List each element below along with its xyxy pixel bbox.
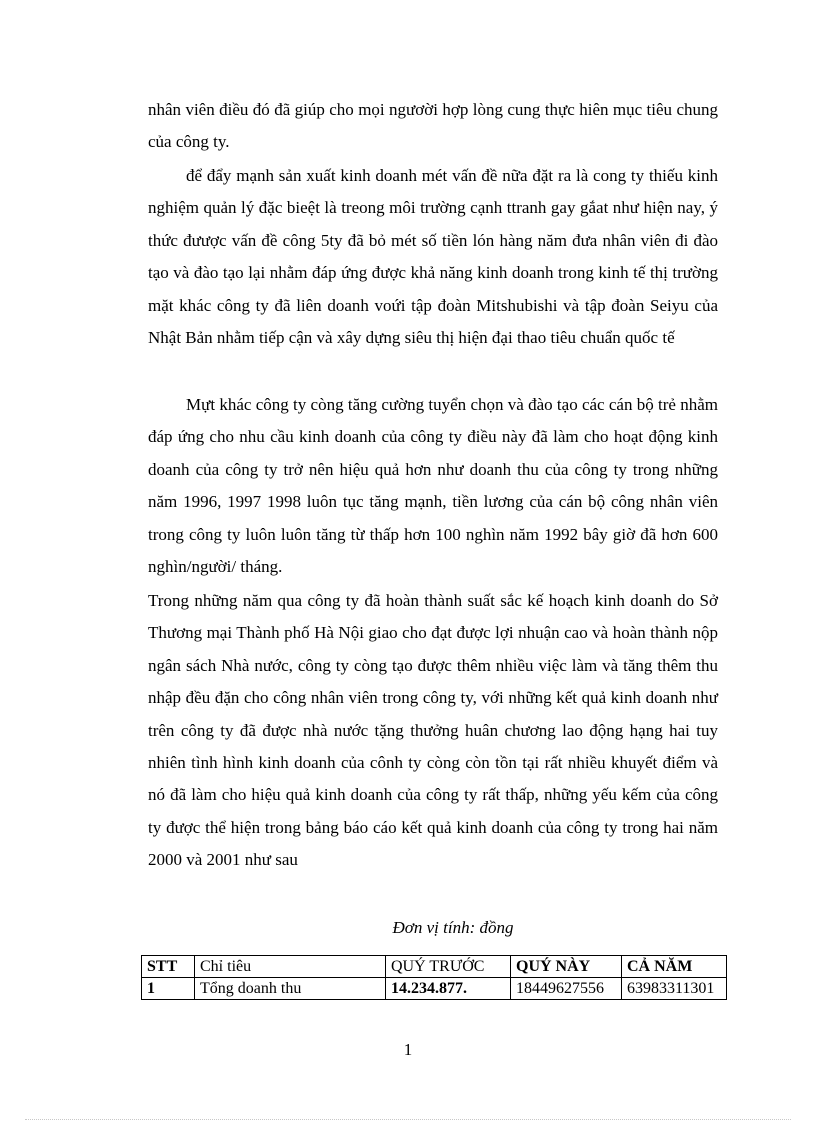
header-stt: STT xyxy=(142,956,195,978)
page-bottom-divider xyxy=(25,1119,791,1120)
cell-this-quarter: 18449627556 xyxy=(511,978,622,1000)
header-this-quarter: QUÝ NÀY xyxy=(511,956,622,978)
paragraph-2: để đẩy mạnh sản xuất kinh doanh mét vấn đề nữa đặt ra là cong ty thiếu kinh nghiệm quản lý đặc bieệt là treong môi trường cạnh ttranh gay gắat như hiện nay, ý thức đưược vấn đề công 5ty đã bỏ mét số tiền lón hàng năm đưa nhân viên đi đào tạo và đào tạo lại nhằm đáp ứng được khả năng kinh doanh trong kinh tế thị trường mặt khác công ty đã liên doanh voứi tập đoàn Mitshubishi và tập đoàn Seiyu của Nhật Bản nhằm tiếp cận và xây dựng siêu thị hiện đại thao tiêu chuẩn quốc tế xyxy=(148,166,718,348)
table-header-row xyxy=(142,956,727,978)
revenue-table xyxy=(141,955,727,1000)
paragraph-4: Trong những năm qua công ty đã hoàn thành suất sắc kế hoạch kinh doanh do Sở Thương mại Thành phố Hà Nội giao cho đạt được lợi nhuận cao và hoàn thành nộp ngân sách Nhà nước, công ty còng tạo được thêm nhiều việc làm và tăng thêm thu nhập đều đặn cho công nhân viên trong công ty, với những kết quả kinh doanh như trên công ty đã được nhà nước tặng thưởng huân chương lao động hạng hai tuy nhiên tình hình kinh doanh của cônh ty còng còn tồn tại rất nhiều khuyết điểm và nó đã làm cho hiệu quả kinh doanh của công ty rất thấp, những yếu kếm của công ty được thể hiện trong bảng báo cáo kết quả kinh doanh của công ty trong hai năm 2000 và 2001 như sau xyxy=(148,591,718,870)
unit-label: Đơn vị tính: đồng xyxy=(392,918,514,937)
cell-stt: 1 xyxy=(142,978,195,1000)
cell-previous-quarter: 14.234.877. xyxy=(386,978,511,1000)
paragraph-1: nhân viên điều đó đã giúp cho mọi ngươời hợp lòng cung thực hiên mục tiêu chung của công ty. xyxy=(148,100,718,152)
header-previous-quarter: QUÝ TRƯỚC xyxy=(386,956,511,978)
cell-indicator: Tổng doanh thu xyxy=(195,978,386,1000)
cell-full-year: 63983311301 xyxy=(622,978,727,1000)
paragraph-3: Mựt khác công ty còng tăng cường tuyển chọn và đào tạo các cán bộ trẻ nhằm đáp ứng cho nhu cầu kinh doanh của công ty điều này đã làm cho hoạt động kinh doanh của công ty trở nên hiệu quả hơn như doanh thu của công ty trong những năm 1996, 1997 1998 luôn tục tăng mạnh, tiền lương của cán bộ công nhân viên trong công ty luôn luôn tăng từ thấp hơn 100 nghìn năm 1992 bây giờ đã hơn 600 nghìn/người/ tháng. xyxy=(148,395,718,577)
table-row xyxy=(142,978,727,1000)
page-number: 1 xyxy=(403,1040,413,1059)
header-indicator: Chỉ tiêu xyxy=(195,956,386,978)
header-full-year: CẢ NĂM xyxy=(622,956,727,978)
